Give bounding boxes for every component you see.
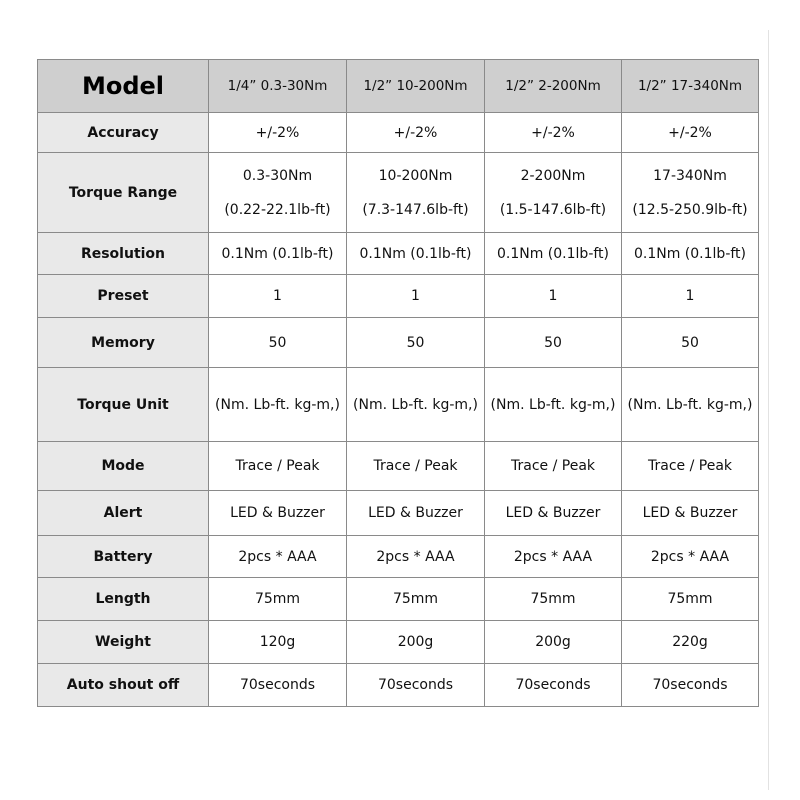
cell-text: (0.22-22.1lb-ft) [224, 201, 331, 218]
table-cell [347, 578, 485, 621]
table-cell [209, 233, 347, 275]
table-cell [347, 491, 485, 536]
cell-text: +/-2% [668, 124, 712, 141]
table-cell [347, 153, 485, 233]
table-cell [622, 368, 759, 442]
table-cell [347, 664, 485, 707]
table-cell [347, 233, 485, 275]
table-cell [485, 368, 622, 442]
table-cell [622, 275, 759, 318]
cell-text: (7.3-147.6lb-ft) [362, 201, 469, 218]
cell-text: 2pcs * AAA [650, 548, 730, 565]
table-cell [209, 368, 347, 442]
cell-text: 75mm [254, 591, 301, 607]
cell-text: 50 [406, 334, 425, 351]
cell-text: Trace / Peak [648, 458, 732, 474]
cell-text: 50 [544, 334, 562, 351]
table-cell [209, 621, 347, 664]
cell-text: 17-340Nm [653, 167, 727, 184]
table-cell [485, 491, 622, 536]
table-cell [347, 275, 485, 318]
table-row [38, 442, 759, 491]
table-cell [485, 621, 622, 664]
cell-text: 1 [273, 288, 282, 304]
table-row [38, 153, 759, 233]
model-header-4: 1/2” 17-340Nm [622, 60, 759, 113]
row-label: Auto shout off [38, 664, 209, 707]
cell-text: 75mm [530, 591, 576, 607]
cell-text: 50 [268, 334, 287, 351]
table-row [38, 664, 759, 707]
row-label: Weight [38, 621, 209, 664]
header-row [38, 60, 759, 113]
table-cell [209, 113, 347, 153]
table-cell [622, 491, 759, 536]
cell-text: 220g [672, 634, 708, 650]
table-row [38, 368, 759, 442]
cell-text: 1 [411, 288, 420, 304]
page-edge-shadow [768, 30, 769, 790]
row-label: Battery [38, 536, 209, 578]
cell-text: (Nm. Lb-ft. kg-m,) [490, 396, 616, 413]
cell-text: (Nm. Lb-ft. kg-m,) [215, 396, 340, 413]
table-cell [209, 318, 347, 368]
cell-text: Trace / Peak [373, 458, 458, 474]
table-cell [622, 233, 759, 275]
row-label: Length [38, 578, 209, 621]
table-cell [485, 536, 622, 578]
cell-text: LED & Buzzer [368, 505, 463, 521]
spec-table [37, 59, 759, 707]
cell-text: +/-2% [531, 124, 575, 141]
table-row [38, 318, 759, 368]
cell-text: LED & Buzzer [505, 505, 601, 521]
table-cell [209, 578, 347, 621]
row-label: Mode [38, 442, 209, 491]
cell-text: 70seconds [377, 677, 454, 693]
table-cell [485, 578, 622, 621]
cell-text: 75mm [392, 591, 439, 607]
cell-text: (Nm. Lb-ft. kg-m,) [353, 396, 478, 413]
table-cell [209, 153, 347, 233]
table-cell [347, 368, 485, 442]
cell-text: LED & Buzzer [642, 505, 738, 521]
cell-text: 0.1Nm (0.1lb-ft) [496, 245, 609, 262]
table-cell [622, 621, 759, 664]
cell-text: 200g [535, 634, 571, 650]
table-cell [209, 442, 347, 491]
cell-text: 50 [681, 334, 699, 351]
table-cell [485, 233, 622, 275]
table-cell [485, 275, 622, 318]
cell-text: 120g [259, 634, 296, 650]
row-label: Preset [38, 275, 209, 318]
spec-body [38, 113, 759, 707]
row-label: Accuracy [38, 113, 209, 153]
table-cell [485, 318, 622, 368]
cell-text: +/-2% [393, 124, 438, 141]
table-row [38, 536, 759, 578]
cell-text: (Nm. Lb-ft. kg-m,) [627, 396, 753, 413]
cell-text: Trace / Peak [235, 458, 320, 474]
table-row [38, 578, 759, 621]
model-header-3: 1/2” 2-200Nm [485, 60, 622, 113]
cell-text: +/-2% [255, 124, 300, 141]
cell-text: 0.1Nm (0.1lb-ft) [633, 245, 746, 262]
table-cell [485, 664, 622, 707]
row-label: Torque Unit [38, 368, 209, 442]
model-header-1: 1/4” 0.3-30Nm [209, 60, 347, 113]
cell-text: 2pcs * AAA [513, 548, 593, 565]
table-row [38, 113, 759, 153]
table-cell [347, 442, 485, 491]
table-cell [347, 318, 485, 368]
cell-text: 2pcs * AAA [376, 548, 455, 565]
table-row [38, 621, 759, 664]
table-cell [347, 621, 485, 664]
table-cell [622, 536, 759, 578]
cell-text: 0.1Nm (0.1lb-ft) [359, 245, 472, 262]
table-cell [622, 664, 759, 707]
cell-text: 0.1Nm (0.1lb-ft) [221, 245, 334, 262]
cell-text: 2pcs * AAA [238, 548, 317, 565]
cell-text: (1.5-147.6lb-ft) [499, 201, 607, 218]
cell-text: 0.3-30Nm [242, 167, 313, 184]
table-row [38, 233, 759, 275]
table-cell [622, 442, 759, 491]
row-label: Resolution [38, 233, 209, 275]
cell-text: 70seconds [652, 677, 728, 693]
row-label: Torque Range [38, 153, 209, 233]
cell-text: 70seconds [515, 677, 591, 693]
table-cell [622, 578, 759, 621]
cell-text: 70seconds [239, 677, 316, 693]
table-cell [209, 275, 347, 318]
table-cell [485, 153, 622, 233]
cell-text: 200g [397, 634, 434, 650]
table-cell [485, 442, 622, 491]
cell-text: Trace / Peak [511, 458, 595, 474]
model-header-label: Model [38, 60, 209, 113]
cell-text: (12.5-250.9lb-ft) [632, 201, 748, 218]
table-cell [347, 113, 485, 153]
table-cell [622, 153, 759, 233]
table-cell [347, 536, 485, 578]
cell-text: LED & Buzzer [230, 505, 325, 521]
cell-text: 1 [685, 288, 695, 304]
cell-text: 2-200Nm [520, 167, 586, 184]
table-cell [209, 664, 347, 707]
row-label: Memory [38, 318, 209, 368]
table-cell [622, 318, 759, 368]
table-cell [485, 113, 622, 153]
row-label: Alert [38, 491, 209, 536]
model-header-2: 1/2” 10-200Nm [347, 60, 485, 113]
table-row [38, 491, 759, 536]
table-row [38, 275, 759, 318]
table-cell [209, 536, 347, 578]
table-cell [622, 113, 759, 153]
table-cell [209, 491, 347, 536]
cell-text: 75mm [667, 591, 713, 607]
cell-text: 1 [548, 288, 558, 304]
cell-text: 10-200Nm [378, 167, 453, 184]
